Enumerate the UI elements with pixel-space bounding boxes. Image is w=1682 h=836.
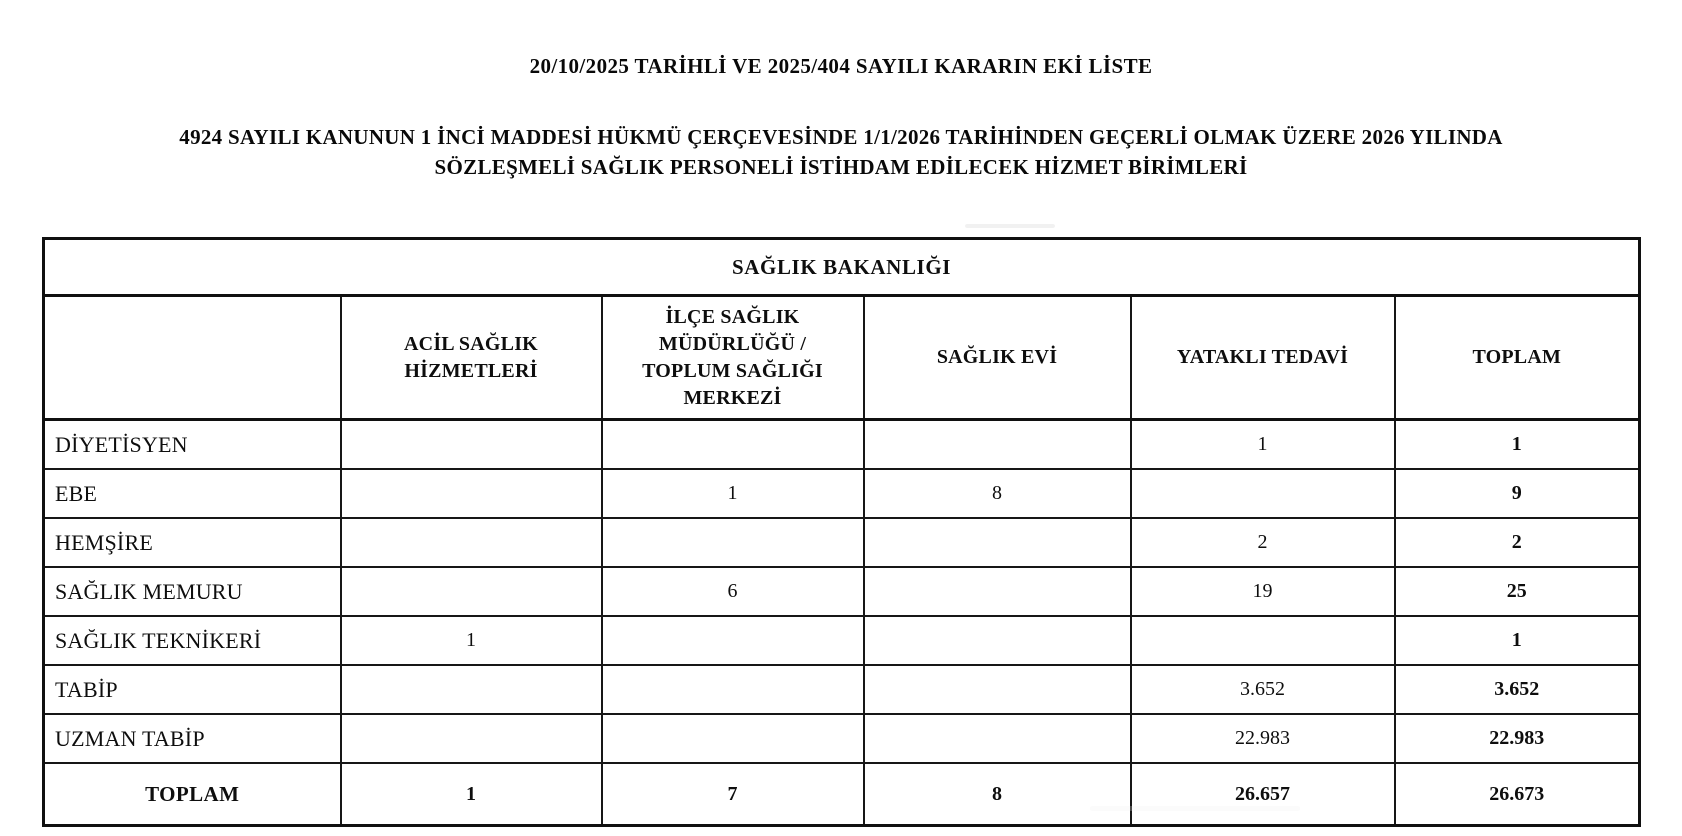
cell-ilce xyxy=(602,518,864,567)
cell-acil xyxy=(341,469,602,518)
cell-yatakli: 19 xyxy=(1131,567,1395,616)
total-cell-saglik-evi: 8 xyxy=(864,763,1131,826)
cell-yatakli: 22.983 xyxy=(1131,714,1395,763)
row-label: SAĞLIK MEMURU xyxy=(44,567,341,616)
table-row-ebe xyxy=(44,469,1640,518)
cell-acil: 1 xyxy=(341,616,602,665)
col-header-yatakli-tedavi: YATAKLI TEDAVİ xyxy=(1131,296,1395,420)
cell-yatakli xyxy=(1131,469,1395,518)
total-cell-acil: 1 xyxy=(341,763,602,826)
cell-yatakli: 2 xyxy=(1131,518,1395,567)
cell-saglik-evi xyxy=(864,420,1131,470)
cell-saglik-evi xyxy=(864,518,1131,567)
cell-ilce xyxy=(602,714,864,763)
col-header-ilce-saglik: İLÇE SAĞLIK MÜDÜRLÜĞÜ / TOPLUM SAĞLIĞI MERKEZİ xyxy=(602,296,864,420)
cell-yatakli: 1 xyxy=(1131,420,1395,470)
row-label: SAĞLIK TEKNİKERİ xyxy=(44,616,341,665)
row-label: TABİP xyxy=(44,665,341,714)
cell-toplam: 9 xyxy=(1395,469,1640,518)
col-header-toplam: TOPLAM xyxy=(1395,296,1640,420)
table-row-uzman-tabip xyxy=(44,714,1640,763)
cell-acil xyxy=(341,567,602,616)
table-caption: SAĞLIK BAKANLIĞI xyxy=(44,239,1640,296)
cell-ilce: 6 xyxy=(602,567,864,616)
page-subtitle: 4924 SAYILI KANUNUN 1 İNCİ MADDESİ HÜKMÜ ÇERÇEVESİNDE 1/1/2026 TARİHİNDEN GEÇERLİ OLMAK ÜZERE 2026 YILINDA SÖZLEŞMELİ SAĞLIK PERSONELİ İSTİHDAM EDİLECEK HİZMET BİRİMLERİ xyxy=(179,125,1503,179)
total-cell-ilce: 7 xyxy=(602,763,864,826)
cell-acil xyxy=(341,714,602,763)
cell-saglik-evi xyxy=(864,616,1131,665)
table-row-hemsire xyxy=(44,518,1640,567)
cell-ilce xyxy=(602,420,864,470)
staffing-table xyxy=(42,237,1641,827)
table-header-row xyxy=(44,296,1640,420)
table-caption-row xyxy=(44,239,1640,296)
cell-toplam: 25 xyxy=(1395,567,1640,616)
cell-toplam: 3.652 xyxy=(1395,665,1640,714)
table-row-saglik-teknikeri xyxy=(44,616,1640,665)
total-cell-toplam: 26.673 xyxy=(1395,763,1640,826)
row-label: DİYETİSYEN xyxy=(44,420,341,470)
row-label: HEMŞİRE xyxy=(44,518,341,567)
table-row-total xyxy=(44,763,1640,826)
cell-saglik-evi: 8 xyxy=(864,469,1131,518)
col-header-unit xyxy=(44,296,341,420)
cell-ilce xyxy=(602,616,864,665)
cell-saglik-evi xyxy=(864,714,1131,763)
cell-toplam: 22.983 xyxy=(1395,714,1640,763)
total-row-label: TOPLAM xyxy=(44,763,341,826)
cell-saglik-evi xyxy=(864,665,1131,714)
row-label: UZMAN TABİP xyxy=(44,714,341,763)
cell-saglik-evi xyxy=(864,567,1131,616)
cell-ilce xyxy=(602,665,864,714)
cell-yatakli xyxy=(1131,616,1395,665)
cell-yatakli: 3.652 xyxy=(1131,665,1395,714)
cell-acil xyxy=(341,420,602,470)
table-row-saglik-memuru xyxy=(44,567,1640,616)
cell-acil xyxy=(341,518,602,567)
cell-toplam: 2 xyxy=(1395,518,1640,567)
scan-artifact xyxy=(1090,806,1300,811)
col-header-acil-saglik: ACİL SAĞLIK HİZMETLERİ xyxy=(341,296,602,420)
cell-acil xyxy=(341,665,602,714)
total-cell-yatakli: 26.657 xyxy=(1131,763,1395,826)
table-row-tabip xyxy=(44,665,1640,714)
cell-toplam: 1 xyxy=(1395,616,1640,665)
cell-toplam: 1 xyxy=(1395,420,1640,470)
row-label: EBE xyxy=(44,469,341,518)
scan-artifact xyxy=(965,224,1055,228)
col-header-saglik-evi: SAĞLIK EVİ xyxy=(864,296,1131,420)
table-row-diyetisyen xyxy=(44,420,1640,470)
page-title: 20/10/2025 TARİHLİ VE 2025/404 SAYILI KARARIN EKİ LİSTE xyxy=(529,54,1153,78)
cell-ilce: 1 xyxy=(602,469,864,518)
